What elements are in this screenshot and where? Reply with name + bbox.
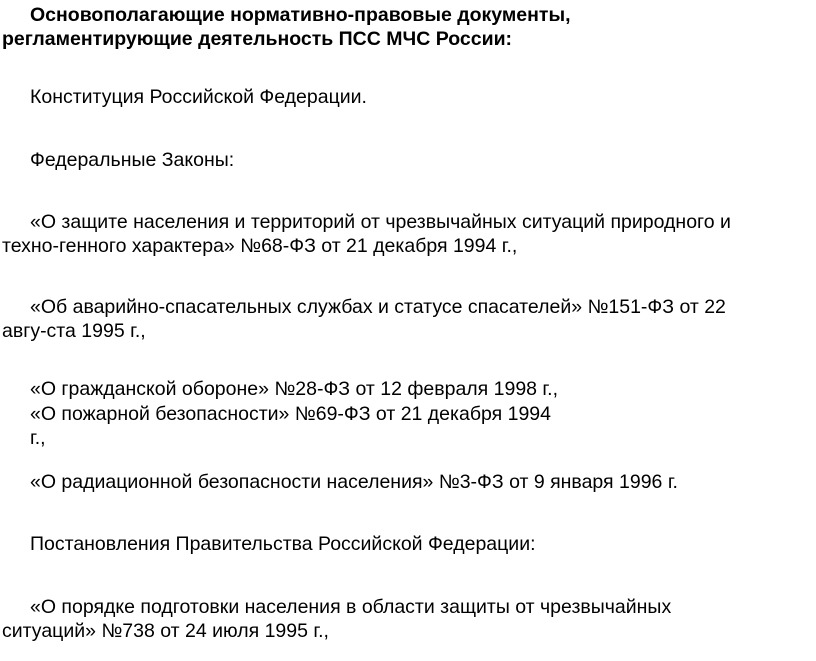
paragraph-law-151-fz <box>2 295 802 343</box>
paragraph-law-69-fz <box>2 402 802 450</box>
paragraph-line: Постановления Правительства Российской Федерации: <box>30 533 536 555</box>
paragraph-line: «О радиационной безопасности населения» №3-ФЗ от 9 января 1996 г. <box>30 471 678 493</box>
paragraph-line: Федеральные Законы: <box>30 149 235 171</box>
paragraph-line: «Об аварийно-спасательных службах и статусе спасателей» №151-ФЗ от 22 <box>30 296 726 318</box>
paragraph-line: «О защите населения и территорий от чрезвычайных ситуаций природного и <box>30 211 731 233</box>
heading-line-2: регламентирующие деятельность ПСС МЧС России: <box>2 28 513 50</box>
paragraph-law-28-fz <box>2 377 802 401</box>
paragraph-line: «О гражданской обороне» №28-ФЗ от 12 февраля 1998 г., <box>30 378 559 400</box>
paragraph-resolution-738 <box>2 595 802 643</box>
paragraph-law-68-fz <box>2 210 802 258</box>
paragraph-constitution <box>2 85 802 109</box>
paragraph-line: ситуаций» №738 от 24 июля 1995 г., <box>2 620 329 642</box>
heading-line-1: Основополагающие нормативно-правовые документы, <box>30 4 571 26</box>
paragraph-line: Конституция Российской Федерации. <box>30 86 367 108</box>
paragraph-line: г., <box>30 427 46 449</box>
document-heading <box>2 3 802 51</box>
paragraph-line: «О порядке подготовки населения в области защиты от чрезвычайных <box>30 596 672 618</box>
paragraph-federal-laws-heading <box>2 148 802 172</box>
paragraph-government-resolutions-heading <box>2 532 802 556</box>
paragraph-line: авгу-ста 1995 г., <box>2 320 146 342</box>
paragraph-line: «О пожарной безопасности» №69-ФЗ от 21 декабря 1994 <box>30 403 551 425</box>
paragraph-law-3-fz <box>2 470 802 494</box>
paragraph-line: техно-генного характера» №68-ФЗ от 21 декабря 1994 г., <box>2 235 518 257</box>
